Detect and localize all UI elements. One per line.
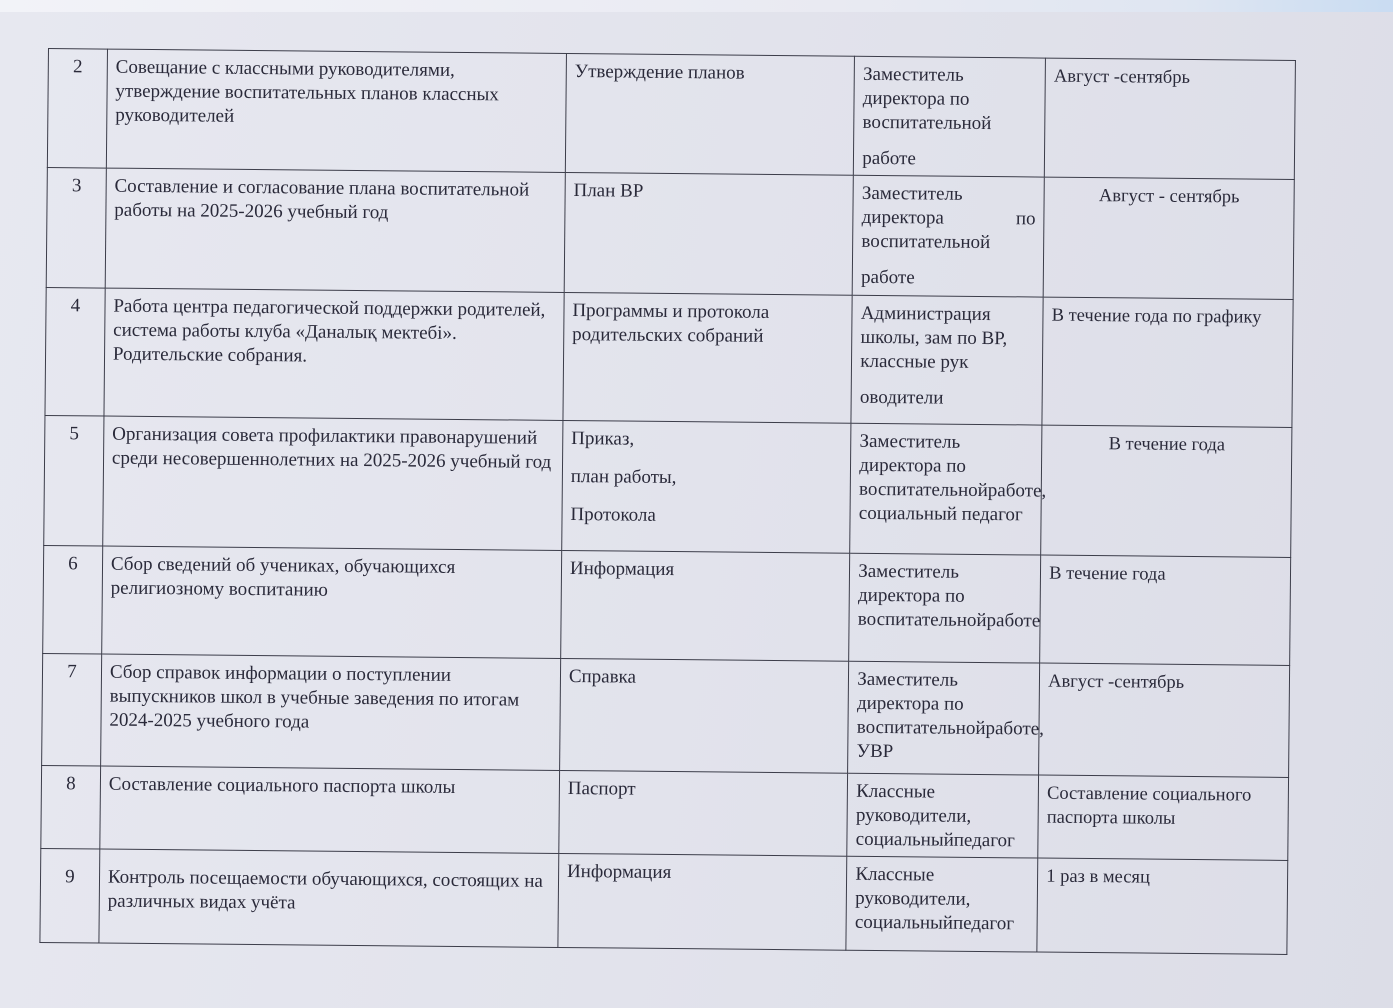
responsible: Заместитель директора по воспитательнойработе, социальный педагог (850, 423, 1042, 555)
row-number: 2 (47, 49, 107, 169)
deadline: 1 раз в месяц (1037, 858, 1288, 954)
result-form-line: Протокола (570, 504, 656, 526)
event-description: Сбор сведений об учениках, обучающихся религиозному воспитанию (102, 546, 562, 658)
deadline: Составление социального паспорта школы (1038, 775, 1289, 860)
responsible: Классные руководители, социальныйпедагог (847, 773, 1039, 858)
event-description: Организация совета профилактики правонарушений среди несовершеннолетних на 2025-2026 учебный год (103, 416, 563, 550)
responsible: Классные руководители, социальныйпедагог (846, 856, 1038, 952)
result-form: Справка (559, 658, 848, 773)
result-form: Программы и протокола родительских собраний (563, 292, 853, 423)
row-number: 6 (43, 545, 103, 654)
responsible-main: Администрация школы, зам по ВР, классные рук (860, 302, 1008, 373)
responsible: Заместитель директора по воспитательнойработе, УВР (848, 661, 1040, 775)
deadline: В течение года (1040, 555, 1291, 665)
row-number: 3 (46, 167, 106, 288)
row-number: 8 (41, 765, 101, 849)
responsible-main: Заместитель директора по воспитательной (862, 63, 992, 135)
responsible-tail: работе (862, 147, 916, 170)
table-row (43, 545, 1291, 665)
plan-table (39, 48, 1296, 955)
table-row (41, 765, 1289, 860)
responsible (852, 175, 1044, 297)
responsible (854, 56, 1046, 177)
result-form: Утверждение планов (565, 53, 855, 175)
result-form-line: план работы, (570, 466, 677, 489)
deadline: Август -сентябрь (1044, 58, 1295, 179)
page-top-edge (0, 0, 1393, 12)
result-form-line: Приказ, (571, 428, 635, 450)
table-row (40, 848, 1288, 954)
event-description: Контроль посещаемости обучающихся, состоящих на различных видах учёта (99, 849, 559, 947)
event-description: Составление социального паспорта школы (100, 766, 560, 853)
table-row (47, 49, 1295, 180)
responsible (851, 295, 1043, 425)
deadline: Август -сентябрь (1039, 663, 1290, 777)
result-form: Паспорт (559, 770, 848, 856)
deadline: Август - сентябрь (1043, 177, 1294, 299)
table-row (42, 653, 1290, 777)
responsible-tail: работе (861, 266, 915, 289)
event-description-main: Работа центра педагогической поддержки родителей, система работы клуба «Даналық мектебі». (113, 295, 546, 344)
responsible-tail: оводители (859, 386, 944, 409)
result-form: Информация (558, 853, 847, 950)
result-form: План ВР (564, 172, 854, 295)
event-description-extra: Родительские собрания. (112, 343, 308, 367)
event-description (104, 288, 564, 420)
table-row (46, 167, 1294, 299)
event-description: Составление и согласование плана воспитательной работы на 2025-2026 учебный год (105, 168, 565, 292)
row-number: 5 (44, 415, 104, 546)
row-number: 9 (40, 848, 100, 943)
deadline: В течение года по графику (1042, 297, 1293, 427)
table-row (45, 287, 1293, 427)
table-row (44, 415, 1292, 557)
result-form: Информация (561, 550, 850, 661)
row-number: 7 (42, 653, 102, 766)
row-number: 4 (45, 287, 105, 416)
deadline: В течение года (1041, 425, 1292, 557)
responsible: Заместитель директора по воспитательнойработе (849, 553, 1041, 663)
result-form (562, 420, 852, 553)
event-description: Совещание с классными руководителями, утверждение воспитательных планов классных руководителей (106, 49, 566, 172)
event-description: Сбор справок информации о поступлении выпускников школ в учебные заведения по итогам 2024-2025 учебного года (101, 654, 561, 770)
responsible-main: Заместитель директора по воспитательной (861, 182, 1036, 254)
